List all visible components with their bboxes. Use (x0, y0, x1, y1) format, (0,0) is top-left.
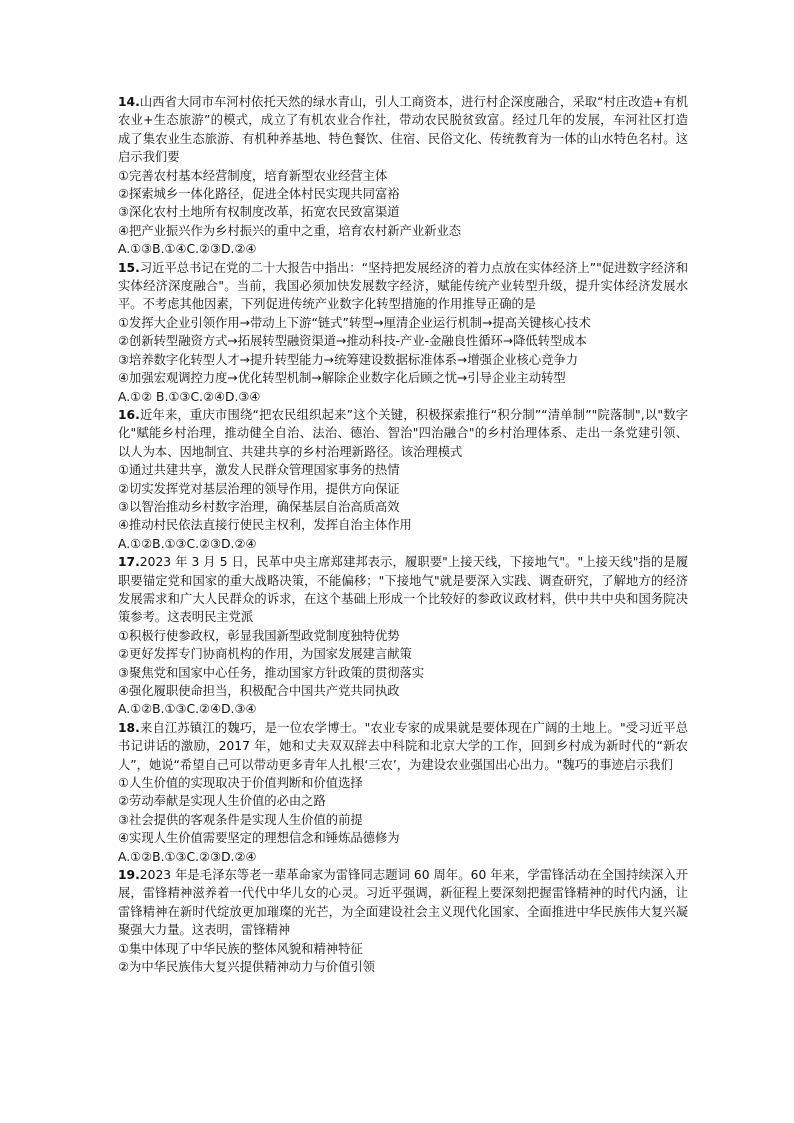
option-1: ①发挥大企业引领作用→带动上下游“链式”转型→厘清企业运行机制→提高关键核心技术 (118, 315, 591, 330)
question-text: 近年来，重庆市围绕“把农民组织起来”这个关键，积极探索推行“积分制”“清单制”"院落制",以"数字化"赋能乡村治理，推动健全自治、法治、德治、智治"四治融合"的乡村治理体系、走出一条党建引领、以人为本、因地制宜、共建共享的乡村治理新路径。该治理模式 (118, 407, 688, 459)
question-text: 山西省大同市车河村依托天然的绿水青山，引人工商资本，进行村企深度融合，采取“村庄改造+有机农业+生态旅游”的模式，成立了有机农业合作社，带动农民脱贫致富。经过几年的发展，车河社区打造成了集农业生态旅游、有机种养基地、特色餐饮、住宿、民俗文化、传统教育为一体的山水特色名村。这启示我们要 (118, 95, 688, 165)
question-text: 习近平总书记在党的二十大报告中指出：“坚持把发展经济的着力点放在实体经济上”"促进数字经济和实体经济深度融合"。当前，我国必须加快发展数字经济，赋能传统产业转型升级，提升实体经济发展水平。不考虑其他因素，下列促进传统产业数字化转型措施的作用推导正确的是 (118, 260, 688, 312)
question-text: 来自江苏镇江的魏巧，是一位农学博士。"农业专家的成果就是要体现在广阔的土地上。"受习近平总书记讲话的激励，2017 年，她和丈夫双双辞去中科院和北京大学的工作，回到乡村成为新时代的“新农人”，她说“希望自己可以带动更多青年人扎根‘三农’，为建设农业强国出心出力。"魏巧的事迹启示我们 (118, 720, 688, 772)
answer-choices: A.①②B.①③C.②③D.②④ (118, 849, 257, 864)
question-19 (118, 866, 688, 976)
question-18 (118, 719, 688, 866)
option-4: ④推动村民依法直接行使民主权利，发挥自治主体作用 (118, 518, 412, 533)
option-2: ②探索城乡一体化路径，促进全体村民实现共同富裕 (118, 187, 400, 202)
answer-choices: A.①③B.①④C.②③D.②④ (118, 242, 257, 257)
question-stem (118, 719, 688, 774)
question-stem (118, 406, 688, 461)
question-stem (118, 259, 688, 314)
question-number: 15. (118, 260, 140, 275)
question-stem (118, 93, 688, 167)
option-3: ③深化农村土地所有权制度改革，拓宽农民致富渠道 (118, 205, 400, 220)
question-number: 16. (118, 407, 140, 422)
option-2: ②创新转型融资方式→拓展转型融资渠道→推动科技-产业-金融良性循环→降低转型成本 (118, 334, 587, 349)
option-1: ①集中体现了中华民族的整体风貌和精神特征 (118, 941, 363, 956)
question-number: 14. (118, 95, 140, 109)
question-16 (118, 406, 688, 553)
question-stem (118, 553, 688, 627)
option-4: ④加强宏观调控力度→优化转型机制→解除企业数字化后顾之忧→引导企业主动转型 (118, 371, 566, 386)
answer-choices: A.①②B.①③C.②③D.②④ (118, 536, 257, 551)
option-1: ①人生价值的实现取决于价值判断和价值选择 (118, 776, 363, 791)
option-3: ③社会提供的客观条件是实现人生价值的前提 (118, 812, 363, 827)
option-2: ②切实发挥党对基层治理的领导作用，提供方向保证 (118, 481, 400, 496)
answer-choices: A.①②B.①③C.②④D.③④ (118, 702, 257, 717)
question-stem (118, 866, 688, 940)
question-15 (118, 259, 688, 406)
option-4: ④实现人生价值需要坚定的理想信念和锤炼品德修为 (118, 831, 400, 846)
option-1: ①通过共建共享，激发人民群众管理国家事务的热情 (118, 463, 400, 478)
option-3: ③聚焦党和国家中心任务，推动国家方针政策的贯彻落实 (118, 665, 425, 680)
option-3: ③以智治推动乡村数字治理，确保基层自治高质高效 (118, 499, 400, 514)
answer-choices: A.①② B.①③C.②④D.③④ (118, 389, 261, 404)
option-1: ①积极行使参政权，彰显我国新型政党制度独特优势 (118, 628, 400, 643)
option-1: ①完善农村基本经营制度，培育新型农业经营主体 (118, 168, 388, 183)
question-text: 2023 年 3 月 5 日，民革中央主席郑建邦表示，履职要"上接天线，下接地气"。"上接天线"指的是履职要锚定党和国家的重大战略决策，不能偏移；"下接地气"就是要深入实践、调查研究，了解地方的经济发展需求和广大人民群众的诉求，在这个基础上形成一个比较好的参政议政材料，供中共中央和国务院决策参考。这表明民主党派 (118, 555, 688, 625)
option-2: ②为中华民族伟大复兴提供精神动力与价值引领 (118, 960, 375, 975)
exam-page (118, 93, 688, 977)
question-number: 18. (118, 720, 140, 735)
option-4: ④把产业振兴作为乡村振兴的重中之重，培育农村新产业新业态 (118, 223, 462, 238)
option-3: ③培养数字化转型人才→提升转型能力→统筹建设数据标准体系→增强企业核心竞争力 (118, 352, 579, 367)
option-2: ②劳动奉献是实现人生价值的必由之路 (118, 794, 326, 809)
question-17 (118, 553, 688, 719)
question-number: 19. (118, 868, 140, 883)
question-14 (118, 93, 688, 259)
option-4: ④强化履职使命担当，积极配合中国共产党共同执政 (118, 684, 400, 698)
option-2: ②更好发挥专门协商机构的作用，为国家发展建言献策 (118, 647, 412, 662)
question-text: 2023 年是毛泽东等老一辈革命家为雷锋同志题词 60 周年。60 年来，学雷锋活动在全国持续深入开展，雷锋精神滋养着一代代中华儿女的心灵。习近平强调，新征程上要深刻把握雷锋精神的时代内涵，让雷锋精神在新时代绽放更加璀璨的光芒，为全面建设社会主义现代化国家、全面推进中华民族伟大复兴凝聚强大力量。这表明，雷锋精神 (118, 868, 688, 938)
question-number: 17. (118, 555, 140, 570)
